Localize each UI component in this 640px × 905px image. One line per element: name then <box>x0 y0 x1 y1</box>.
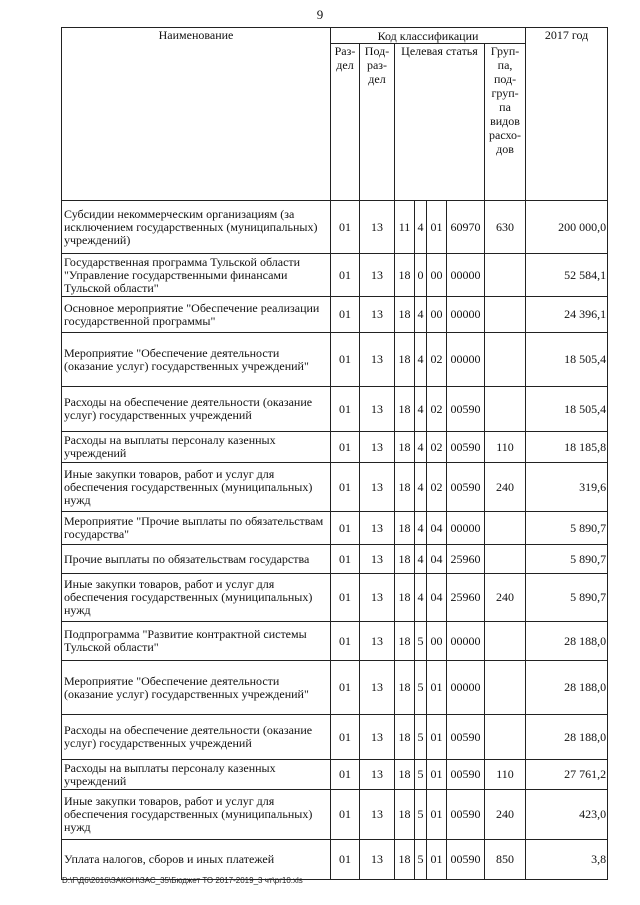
row-amount: 319,6 <box>526 463 608 512</box>
row-target-direction: 25960 <box>447 545 485 574</box>
row-target-event: 02 <box>427 463 447 512</box>
row-group: 240 <box>485 790 526 840</box>
row-group <box>485 254 526 297</box>
row-target-direction: 25960 <box>447 574 485 622</box>
row-target-program: 18 <box>395 512 415 545</box>
table-row <box>62 201 608 254</box>
row-amount: 28 188,0 <box>526 661 608 715</box>
table-row <box>62 574 608 622</box>
row-razdel: 01 <box>331 463 360 512</box>
row-group: 850 <box>485 840 526 880</box>
row-name: Государственная программа Тульской области "Управление государственными финансами Тульской области" <box>62 254 331 297</box>
row-group <box>485 622 526 661</box>
row-target-program: 18 <box>395 254 415 297</box>
row-podrazdel: 13 <box>360 840 395 880</box>
row-name: Прочие выплаты по обязательствам государства <box>62 545 331 574</box>
row-razdel: 01 <box>331 661 360 715</box>
row-group <box>485 715 526 760</box>
row-target-direction: 00000 <box>447 333 485 387</box>
row-target-event: 04 <box>427 545 447 574</box>
table-row <box>62 545 608 574</box>
row-amount: 18 185,8 <box>526 432 608 463</box>
row-razdel: 01 <box>331 545 360 574</box>
row-target-program: 11 <box>395 201 415 254</box>
row-target-direction: 00000 <box>447 512 485 545</box>
row-target-program: 18 <box>395 574 415 622</box>
row-name: Уплата налогов, сборов и иных платежей <box>62 840 331 880</box>
row-podrazdel: 13 <box>360 463 395 512</box>
row-target-subprogram: 4 <box>415 297 427 333</box>
header-code: Код классификации <box>331 28 526 44</box>
row-podrazdel: 13 <box>360 333 395 387</box>
row-target-subprogram: 4 <box>415 387 427 432</box>
row-target-subprogram: 5 <box>415 840 427 880</box>
row-target-subprogram: 4 <box>415 545 427 574</box>
row-name: Иные закупки товаров, работ и услуг для обеспечения государственных (муниципальных) нужд <box>62 790 331 840</box>
row-amount: 18 505,4 <box>526 387 608 432</box>
row-target-subprogram: 4 <box>415 463 427 512</box>
row-group: 630 <box>485 201 526 254</box>
row-podrazdel: 13 <box>360 715 395 760</box>
table-row <box>62 622 608 661</box>
row-amount: 28 188,0 <box>526 622 608 661</box>
row-razdel: 01 <box>331 790 360 840</box>
header-target: Целевая статья <box>395 44 485 201</box>
row-target-event: 01 <box>427 790 447 840</box>
table-row <box>62 463 608 512</box>
page-number: 9 <box>316 7 324 22</box>
table-row <box>62 297 608 333</box>
row-target-subprogram: 4 <box>415 201 427 254</box>
row-name: Расходы на выплаты персоналу казенных учреждений <box>62 432 331 463</box>
table-row <box>62 840 608 880</box>
header-name: Наименование <box>62 28 331 201</box>
row-target-program: 18 <box>395 622 415 661</box>
row-podrazdel: 13 <box>360 201 395 254</box>
header-section: Раз- дел <box>331 44 360 201</box>
row-group: 110 <box>485 760 526 790</box>
row-razdel: 01 <box>331 297 360 333</box>
row-podrazdel: 13 <box>360 297 395 333</box>
row-target-subprogram: 4 <box>415 432 427 463</box>
row-podrazdel: 13 <box>360 760 395 790</box>
row-target-program: 18 <box>395 387 415 432</box>
row-target-direction: 00590 <box>447 840 485 880</box>
row-razdel: 01 <box>331 201 360 254</box>
row-target-program: 18 <box>395 790 415 840</box>
row-target-subprogram: 5 <box>415 715 427 760</box>
row-name: Мероприятие "Прочие выплаты по обязательствам государства" <box>62 512 331 545</box>
row-podrazdel: 13 <box>360 545 395 574</box>
row-podrazdel: 13 <box>360 622 395 661</box>
row-target-direction: 60970 <box>447 201 485 254</box>
row-target-subprogram: 5 <box>415 622 427 661</box>
table-row <box>62 432 608 463</box>
row-group: 110 <box>485 432 526 463</box>
row-amount: 5 890,7 <box>526 512 608 545</box>
row-name: Мероприятие "Обеспечение деятельности (оказание услуг) государственных учреждений" <box>62 661 331 715</box>
row-podrazdel: 13 <box>360 254 395 297</box>
row-razdel: 01 <box>331 574 360 622</box>
row-target-program: 18 <box>395 715 415 760</box>
row-group <box>485 333 526 387</box>
row-target-direction: 00590 <box>447 760 485 790</box>
row-target-subprogram: 4 <box>415 512 427 545</box>
table-row <box>62 387 608 432</box>
row-target-event: 01 <box>427 840 447 880</box>
row-target-direction: 00590 <box>447 790 485 840</box>
row-amount: 423,0 <box>526 790 608 840</box>
row-target-event: 01 <box>427 661 447 715</box>
row-group <box>485 661 526 715</box>
row-target-subprogram: 4 <box>415 574 427 622</box>
row-target-subprogram: 5 <box>415 661 427 715</box>
row-amount: 200 000,0 <box>526 201 608 254</box>
row-target-event: 04 <box>427 574 447 622</box>
row-target-program: 18 <box>395 297 415 333</box>
row-target-direction: 00590 <box>447 387 485 432</box>
row-amount: 52 584,1 <box>526 254 608 297</box>
row-razdel: 01 <box>331 333 360 387</box>
row-razdel: 01 <box>331 387 360 432</box>
row-target-program: 18 <box>395 760 415 790</box>
row-target-subprogram: 0 <box>415 254 427 297</box>
budget-table <box>61 27 608 880</box>
row-amount: 3,8 <box>526 840 608 880</box>
row-target-direction: 00000 <box>447 297 485 333</box>
row-amount: 5 890,7 <box>526 545 608 574</box>
row-name: Иные закупки товаров, работ и услуг для обеспечения государственных (муниципальных) нужд <box>62 463 331 512</box>
row-target-subprogram: 5 <box>415 760 427 790</box>
header-group: Груп- па, под- груп- па видов расхо- дов <box>485 44 526 201</box>
row-target-event: 00 <box>427 297 447 333</box>
row-razdel: 01 <box>331 715 360 760</box>
row-group <box>485 387 526 432</box>
row-target-event: 02 <box>427 387 447 432</box>
row-podrazdel: 13 <box>360 432 395 463</box>
table-row <box>62 333 608 387</box>
row-target-program: 18 <box>395 463 415 512</box>
row-amount: 27 761,2 <box>526 760 608 790</box>
table-body <box>62 201 608 880</box>
row-target-direction: 00000 <box>447 622 485 661</box>
row-target-event: 02 <box>427 432 447 463</box>
table-row <box>62 661 608 715</box>
row-target-direction: 00590 <box>447 463 485 512</box>
row-target-subprogram: 5 <box>415 790 427 840</box>
footer-path: D:\Г\Д6\2016\ЗАКОН\ЗАС_35\Бюджет ТО 2017-2019_3 чт\pr10.xls <box>62 876 303 885</box>
row-name: Основное мероприятие "Обеспечение реализации государственной программы" <box>62 297 331 333</box>
row-target-program: 18 <box>395 432 415 463</box>
row-group <box>485 512 526 545</box>
table-row <box>62 760 608 790</box>
row-target-program: 18 <box>395 661 415 715</box>
table-row <box>62 715 608 760</box>
row-podrazdel: 13 <box>360 574 395 622</box>
row-name: Субсидии некоммерческим организациям (за исключением государственных (муниципальных) учреждений) <box>62 201 331 254</box>
row-name: Расходы на обеспечение деятельности (оказание услуг) государственных учреждений <box>62 387 331 432</box>
row-name: Расходы на выплаты персоналу казенных учреждений <box>62 760 331 790</box>
table-row <box>62 512 608 545</box>
row-podrazdel: 13 <box>360 387 395 432</box>
row-razdel: 01 <box>331 760 360 790</box>
row-podrazdel: 13 <box>360 512 395 545</box>
row-target-program: 18 <box>395 545 415 574</box>
row-name: Иные закупки товаров, работ и услуг для обеспечения государственных (муниципальных) нужд <box>62 574 331 622</box>
row-razdel: 01 <box>331 432 360 463</box>
table-header <box>62 28 608 201</box>
row-amount: 28 188,0 <box>526 715 608 760</box>
header-subsection: Под- раз- дел <box>360 44 395 201</box>
row-amount: 5 890,7 <box>526 574 608 622</box>
row-amount: 24 396,1 <box>526 297 608 333</box>
row-target-direction: 00590 <box>447 432 485 463</box>
row-name: Расходы на обеспечение деятельности (оказание услуг) государственных учреждений <box>62 715 331 760</box>
row-target-direction: 00000 <box>447 254 485 297</box>
row-target-event: 01 <box>427 715 447 760</box>
row-group: 240 <box>485 574 526 622</box>
row-target-direction: 00590 <box>447 715 485 760</box>
row-target-program: 18 <box>395 840 415 880</box>
table-row <box>62 790 608 840</box>
row-amount: 18 505,4 <box>526 333 608 387</box>
row-target-event: 00 <box>427 622 447 661</box>
row-group: 240 <box>485 463 526 512</box>
header-year: 2017 год <box>526 28 608 201</box>
row-target-event: 02 <box>427 333 447 387</box>
row-razdel: 01 <box>331 622 360 661</box>
row-target-event: 00 <box>427 254 447 297</box>
row-group <box>485 545 526 574</box>
table-row <box>62 254 608 297</box>
row-name: Подпрограмма "Развитие контрактной системы Тульской области" <box>62 622 331 661</box>
row-target-program: 18 <box>395 333 415 387</box>
row-target-direction: 00000 <box>447 661 485 715</box>
row-group <box>485 297 526 333</box>
row-podrazdel: 13 <box>360 661 395 715</box>
row-podrazdel: 13 <box>360 790 395 840</box>
row-name: Мероприятие "Обеспечение деятельности (оказание услуг) государственных учреждений" <box>62 333 331 387</box>
row-target-event: 04 <box>427 512 447 545</box>
row-razdel: 01 <box>331 512 360 545</box>
row-target-event: 01 <box>427 760 447 790</box>
row-razdel: 01 <box>331 840 360 880</box>
row-razdel: 01 <box>331 254 360 297</box>
row-target-event: 01 <box>427 201 447 254</box>
row-target-subprogram: 4 <box>415 333 427 387</box>
